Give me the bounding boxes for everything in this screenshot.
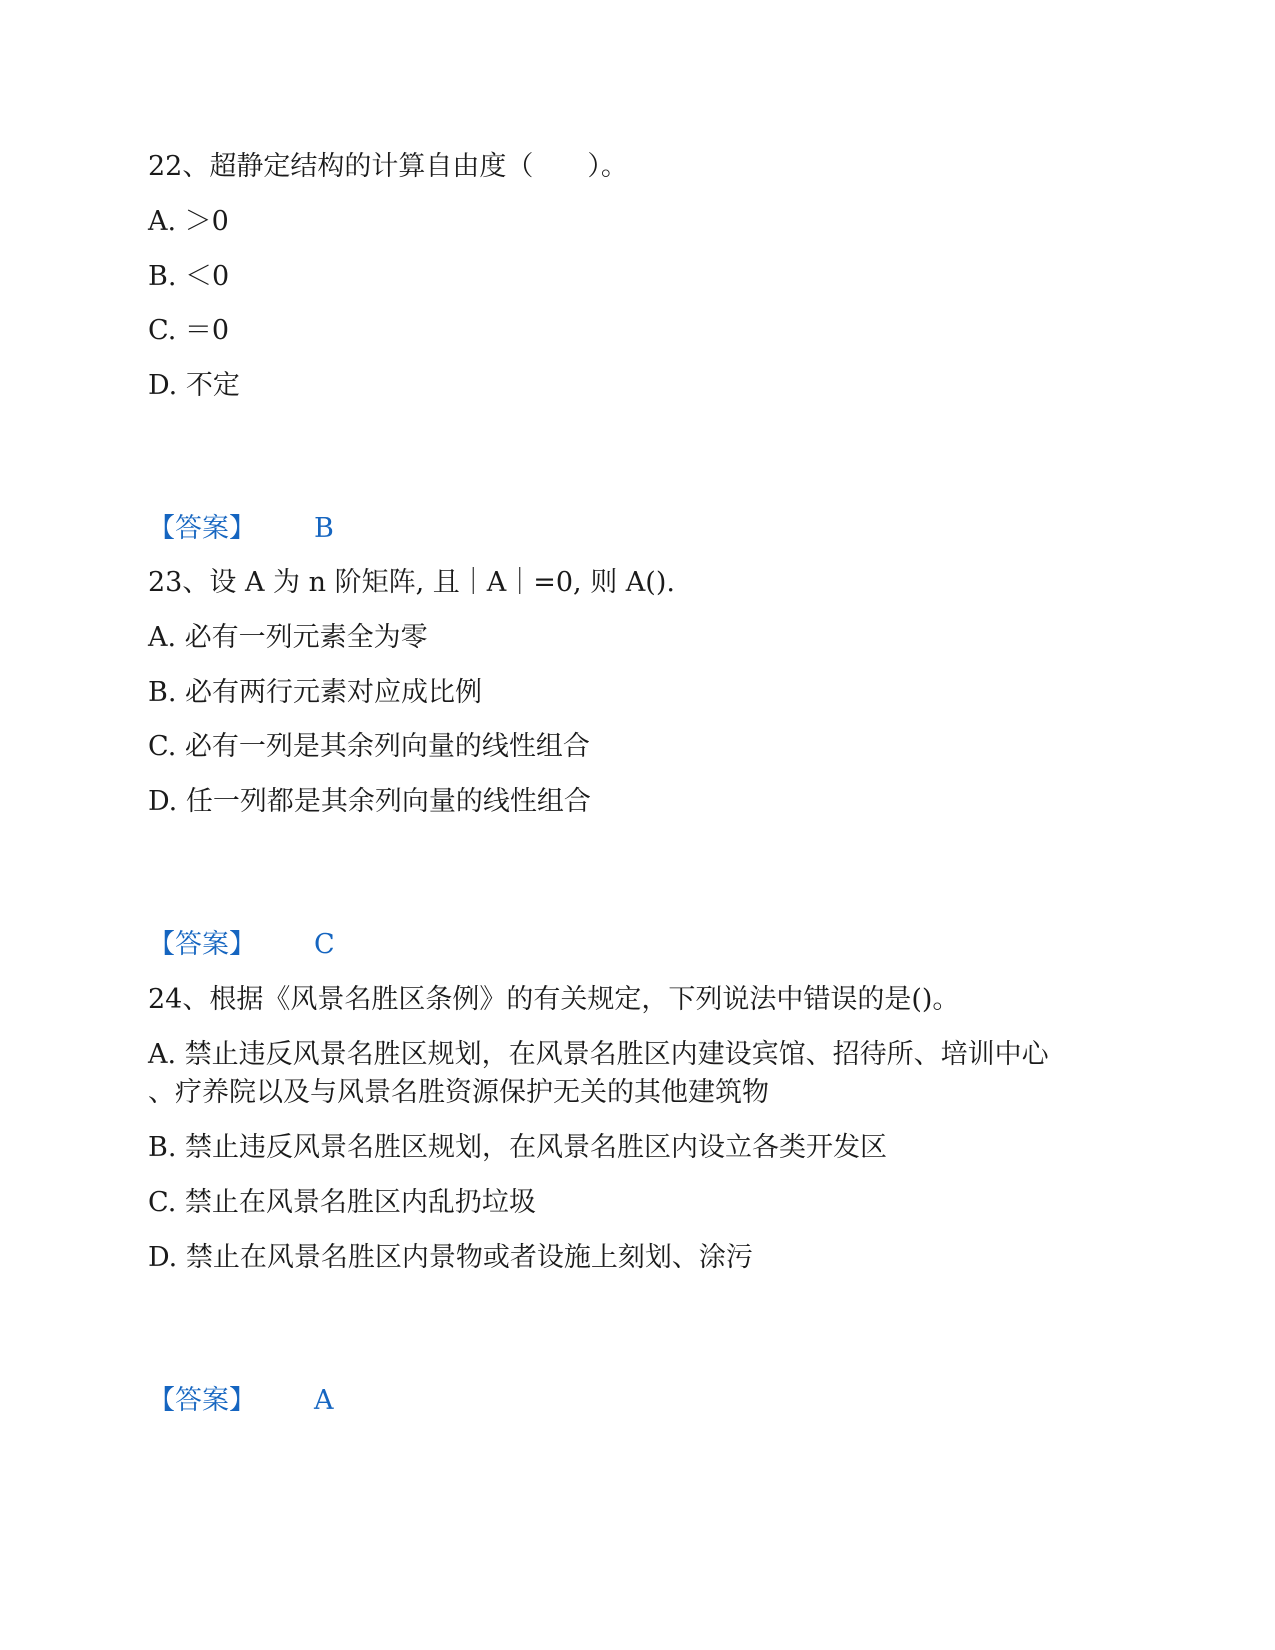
answer-label: 【答案】 bbox=[148, 929, 256, 960]
question-22-answer bbox=[148, 512, 334, 546]
question-24-text: 24、根据《风景名胜区条例》的有关规定，下列说法中错误的是()。 bbox=[148, 984, 960, 1015]
answer-value: C bbox=[314, 929, 335, 960]
answer-value: B bbox=[314, 513, 334, 544]
question-24-option-c: C. 禁止在风景名胜区内乱扔垃圾 bbox=[148, 1187, 536, 1218]
question-23-option-d: D. 任一列都是其余列向量的线性组合 bbox=[148, 786, 591, 817]
question-22-option-d: D. 不定 bbox=[148, 370, 240, 401]
question-22-text: 22、超静定结构的计算自由度（ ）。 bbox=[148, 151, 628, 182]
question-24-option-d: D. 禁止在风景名胜区内景物或者设施上刻划、涂污 bbox=[148, 1242, 753, 1273]
question-24-option-a: A. 禁止违反风景名胜区规划，在风景名胜区内建设宾馆、招待所、培训中心 bbox=[148, 1039, 1049, 1070]
question-22-option-a: A. ＞0 bbox=[148, 206, 229, 237]
answer-label: 【答案】 bbox=[148, 513, 256, 544]
answer-value: A bbox=[314, 1385, 334, 1416]
question-23-option-b: B. 必有两行元素对应成比例 bbox=[148, 677, 483, 708]
question-24-answer bbox=[148, 1384, 334, 1418]
question-23-option-c: C. 必有一列是其余列向量的线性组合 bbox=[148, 731, 590, 762]
question-22-option-c: C. ＝0 bbox=[148, 315, 230, 346]
question-22-option-b: B. ＜0 bbox=[148, 261, 230, 292]
question-24-option-b: B. 禁止违反风景名胜区规划，在风景名胜区内设立各类开发区 bbox=[148, 1132, 888, 1163]
question-23-option-a: A. 必有一列元素全为零 bbox=[148, 622, 428, 653]
question-24-option-a-continued: 、疗养院以及与风景名胜资源保护无关的其他建筑物 bbox=[148, 1077, 769, 1108]
question-23-answer bbox=[148, 928, 335, 962]
question-23-text: 23、设 A 为 n 阶矩阵, 且｜A｜=0, 则 A(). bbox=[148, 567, 675, 598]
answer-label: 【答案】 bbox=[148, 1385, 256, 1416]
